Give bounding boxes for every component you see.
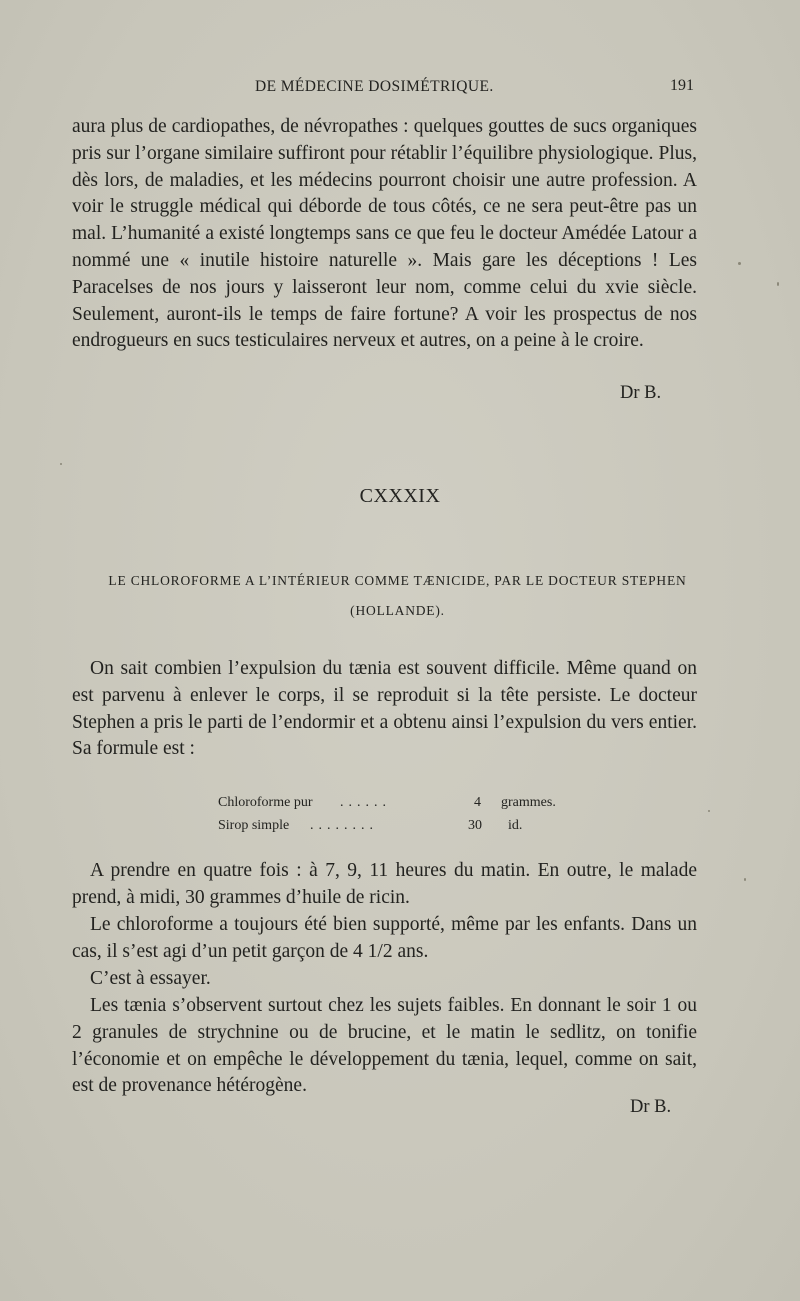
body-paragraph: On sait combien l’expulsion du tænia est souvent difficile. Même quand on est parvenu à enlever le corps, il se reproduit si la tête persiste. Le docteur Stephen a pris le parti de l’endormir et a obtenu ainsi l’expulsion du vers entier. Sa formule est : — [72, 658, 697, 760]
formula-quantity: 30 — [468, 818, 482, 833]
formula-ingredient: Sirop simple — [218, 818, 290, 833]
paper-speck — [60, 463, 62, 465]
formula-table — [218, 795, 578, 841]
paper-speck — [708, 810, 710, 812]
body-paragraph: C’est à essayer. — [90, 968, 211, 989]
body-paragraph: A prendre en quatre fois : à 7, 9, 11 heures du matin. En outre, le malade prend, à midi, 30 grammes d’huile de ricin. — [72, 860, 697, 908]
chapter-number: CXXXIX — [359, 485, 441, 507]
formula-leader: ...... — [340, 795, 391, 810]
body-paragraph: Le chloroforme a toujours été bien supporté, même par les enfants. Dans un cas, il s’est agi d’un petit garçon de 4 1/2 ans. — [72, 914, 697, 962]
page-number: 191 — [670, 77, 694, 94]
paper-speck — [744, 878, 746, 881]
body-paragraph: Les tænia s’observent surtout chez les sujets faibles. En donnant le soir 1 ou 2 granules de strychnine ou de brucine, et le matin le sedlitz, on tonifie l’économie et on empêche le développement du tænia, lequel, comme on sait, est de provenance hétérogène. — [72, 995, 697, 1097]
intro-paragraph: aura plus de cardiopathes, de névropathes : quelques gouttes de sucs organiques pris sur l’organe similaire suffiront pour rétablir l’équilibre physiologique. Plus, dès lors, de maladies, et les médecins pourront choisir une autre profession. A voir le struggle médical qui déborde de tous côtés, ce ne sera peut-être pas un mal. L’humanité a existé longtemps sans ce que feu le docteur Amédée Latour a nommé une « inutile histoire naturelle ». Mais gare les déceptions ! Les Paracelses de nos jours y laisseront leur nom, comme celui du xvie siècle. Seulement, auront-ils le temps de faire fortune? A voir les prospectus de nos endrogueurs en sucs testiculaires nerveux et autres, on a peine à le croire. — [72, 116, 697, 352]
formula-row — [218, 795, 578, 818]
formula-ingredient: Chloroforme pur — [218, 795, 313, 810]
formula-row — [218, 818, 578, 841]
running-head: DE MÉDECINE DOSIMÉTRIQUE. — [255, 78, 494, 95]
formula-unit: id. — [508, 818, 523, 833]
formula-quantity: 4 — [474, 795, 481, 810]
signature: Dr B. — [620, 383, 662, 403]
chapter-title: LE CHLOROFORME A L’INTÉRIEUR COMME TÆNICIDE, PAR LE DOCTEUR STEPHEN (HOLLANDE). — [108, 573, 687, 618]
paper-speck — [738, 262, 741, 265]
paper-speck — [777, 282, 779, 286]
formula-unit: grammes. — [501, 795, 556, 810]
formula-leader: ........ — [310, 818, 378, 833]
signature: Dr B. — [630, 1097, 672, 1117]
